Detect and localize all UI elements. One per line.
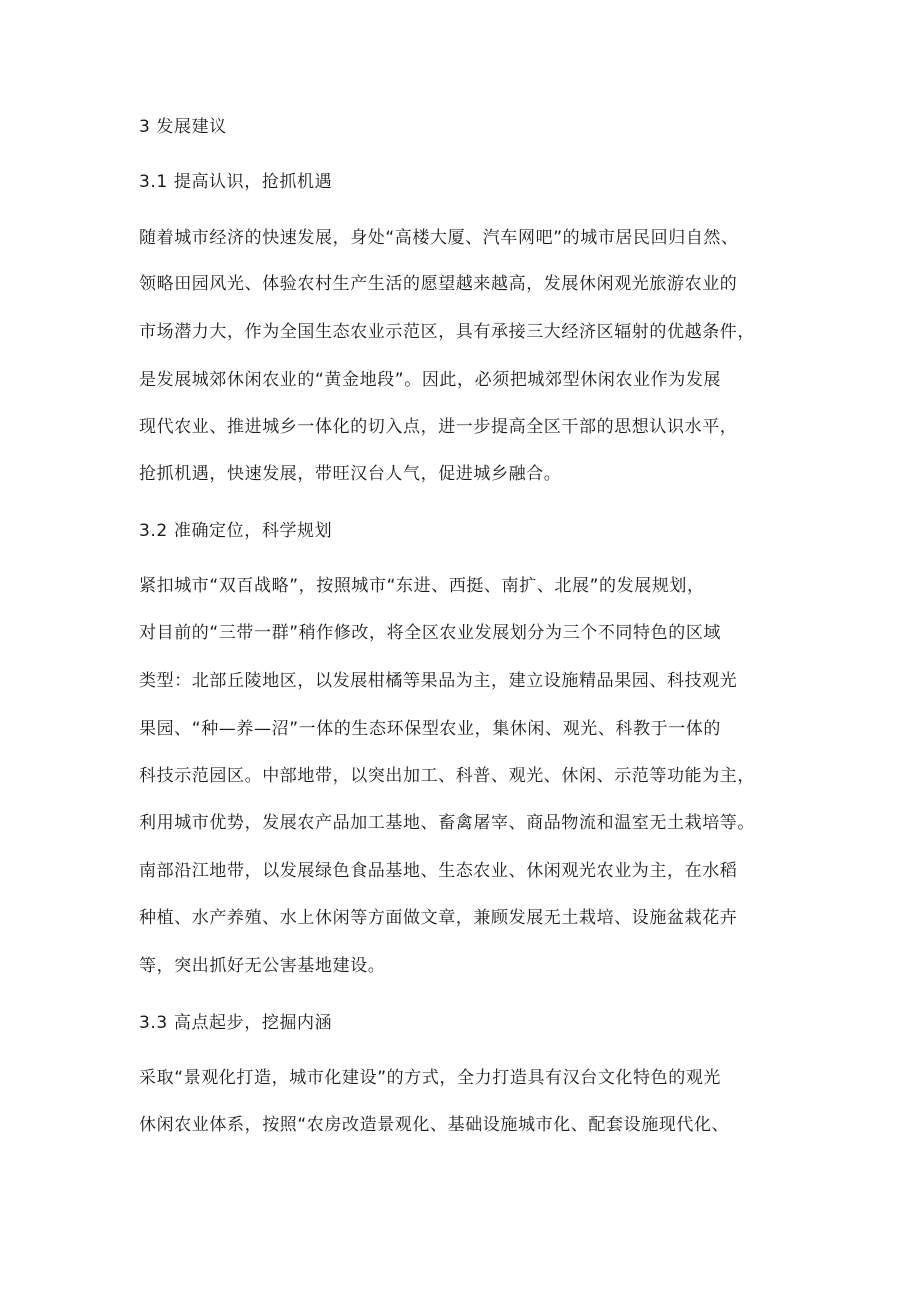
- paragraph-line: 紧扣城市“双百战略”，按照城市“东进、西挺、南扩、北展”的发展规划，: [139, 576, 705, 596]
- paragraph-line: 南部沿江地带，以发展绿色食品基地、生态农业、休闲观光农业为主，在水稻: [139, 861, 738, 881]
- paragraph-line: 利用城市优势，发展农产品加工基地、畜禽屠宰、商品物流和温室无土栽培等。: [139, 813, 755, 833]
- subsection-heading: 3.2 准确定位，科学规划: [139, 521, 333, 541]
- paragraph-line: 市场潜力大，作为全国生态农业示范区，具有承接三大经济区辐射的优越条件，: [139, 322, 755, 342]
- paragraph-line: 是发展城郊休闲农业的“黄金地段”。因此，必须把城郊型休闲农业作为发展: [139, 370, 722, 390]
- paragraph-line: 休闲农业体系，按照“农房改造景观化、基础设施城市化、配套设施现代化、: [139, 1115, 730, 1135]
- paragraph-line: 对目前的“三带一群”稍作修改，将全区农业发展划分为三个不同特色的区域: [139, 623, 722, 643]
- paragraph-line: 随着城市经济的快速发展，身处“高楼大厦、汽车网吧”的城市居民回归自然、: [139, 228, 739, 248]
- section-heading: 3 发展建议: [139, 117, 227, 137]
- subsection-heading: 3.1 提高认识，抢抓机遇: [139, 172, 333, 192]
- paragraph-line: 果园、“种—养—沼”一体的生态环保型农业，集休闲、观光、科教于一体的: [139, 719, 722, 739]
- paragraph-line: 采取“景观化打造，城市化建设”的方式，全力打造具有汉台文化特色的观光: [139, 1068, 722, 1088]
- paragraph-line: 种植、水产养殖、水上休闲等方面做文章，兼顾发展无土栽培、设施盆栽花卉: [139, 908, 738, 928]
- paragraph-line: 科技示范园区。中部地带，以突出加工、科普、观光、休闲、示范等功能为主，: [139, 766, 755, 786]
- paragraph-line: 抢抓机遇，快速发展，带旺汉台人气，促进城乡融合。: [139, 464, 562, 484]
- paragraph-line: 现代农业、推进城乡一体化的切入点，进一步提高全区干部的思想认识水平，: [139, 417, 738, 437]
- paragraph-line: 等，突出抓好无公害基地建设。: [139, 956, 386, 976]
- subsection-heading: 3.3 高点起步，挖掘内涵: [139, 1013, 333, 1033]
- paragraph-line: 领略田园风光、体验农村生产生活的愿望越来越高，发展休闲观光旅游农业的: [139, 274, 738, 294]
- paragraph-line: 类型：北部丘陵地区，以发展柑橘等果品为主，建立设施精品果园、科技观光: [139, 671, 738, 691]
